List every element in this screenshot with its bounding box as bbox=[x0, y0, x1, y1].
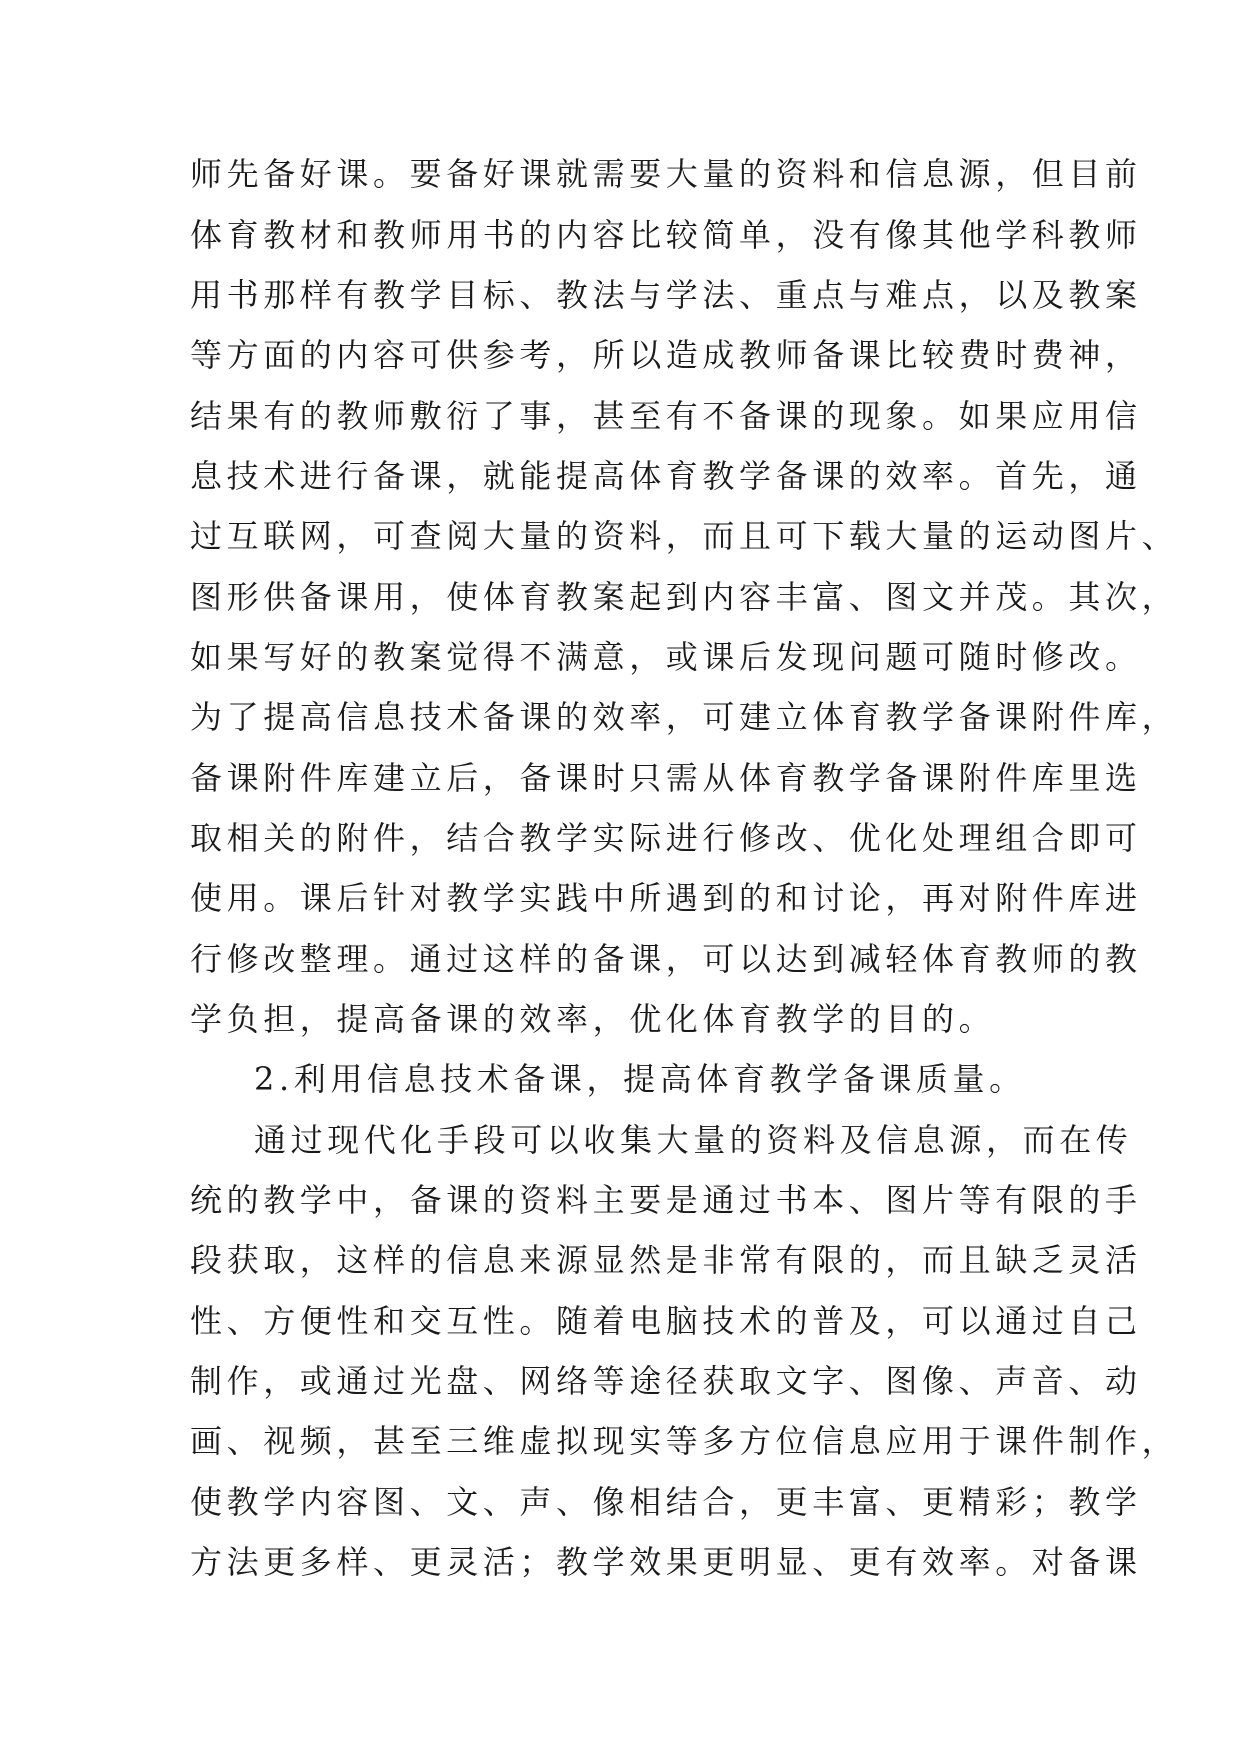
text-line-23: 使教学内容图、文、声、像相结合，更丰富、更精彩；教学 bbox=[190, 1483, 1142, 1521]
text-line-15: 学负担，提高备课的效率，优化体育教学的目的。 bbox=[190, 1000, 996, 1038]
text-line-14: 行修改整理。通过这样的备课，可以达到减轻体育教师的教 bbox=[190, 940, 1142, 978]
text-line-24: 方法更多样、更灵活；教学效果更明显、更有效率。对备课 bbox=[190, 1543, 1142, 1581]
text-line-1: 师先备好课。要备好课就需要大量的资料和信息源，但目前 bbox=[190, 155, 1142, 193]
text-line-13: 使用。课后针对教学实践中所遇到的和讨论，再对附件库进 bbox=[190, 879, 1142, 917]
text-line-17: 通过现代化手段可以收集大量的资料及信息源，而在传 bbox=[254, 1121, 1133, 1159]
text-line-4: 等方面的内容可供参考，所以造成教师备课比较费时费神， bbox=[190, 336, 1142, 374]
text-line-11: 备课附件库建立后，备课时只需从体育教学备课附件库里选 bbox=[190, 759, 1142, 797]
text-line-20: 性、方便性和交互性。随着电脑技术的普及，可以通过自己 bbox=[190, 1302, 1142, 1340]
text-line-12: 取相关的附件，结合教学实际进行修改、优化处理组合即可 bbox=[190, 819, 1142, 857]
section-heading: 2.利用信息技术备课，提高体育教学备课质量。 bbox=[254, 1060, 1026, 1098]
text-line-7: 过互联网，可查阅大量的资料，而且可下载大量的运动图片、 bbox=[190, 517, 1179, 555]
text-line-18: 统的教学中，备课的资料主要是通过书本、图片等有限的手 bbox=[190, 1181, 1142, 1219]
text-line-9: 如果写好的教案觉得不满意，或课后发现问题可随时修改。 bbox=[190, 638, 1142, 676]
text-line-10: 为了提高信息技术备课的效率，可建立体育教学备课附件库， bbox=[190, 698, 1179, 736]
text-line-5: 结果有的教师敷衍了事，甚至有不备课的现象。如果应用信 bbox=[190, 397, 1142, 435]
text-line-6: 息技术进行备课，就能提高体育教学备课的效率。首先，通 bbox=[190, 457, 1142, 495]
text-line-8: 图形供备课用，使体育教案起到内容丰富、图文并茂。其次， bbox=[190, 578, 1179, 616]
text-line-2: 体育教材和教师用书的内容比较简单，没有像其他学科教师 bbox=[190, 216, 1142, 254]
text-line-19: 段获取，这样的信息来源显然是非常有限的，而且缺乏灵活 bbox=[190, 1241, 1142, 1279]
text-line-3: 用书那样有教学目标、教法与学法、重点与难点，以及教案 bbox=[190, 276, 1142, 314]
text-line-22: 画、视频，甚至三维虚拟现实等多方位信息应用于课件制作， bbox=[190, 1422, 1179, 1460]
text-line-21: 制作，或通过光盘、网络等途径获取文字、图像、声音、动 bbox=[190, 1362, 1142, 1400]
